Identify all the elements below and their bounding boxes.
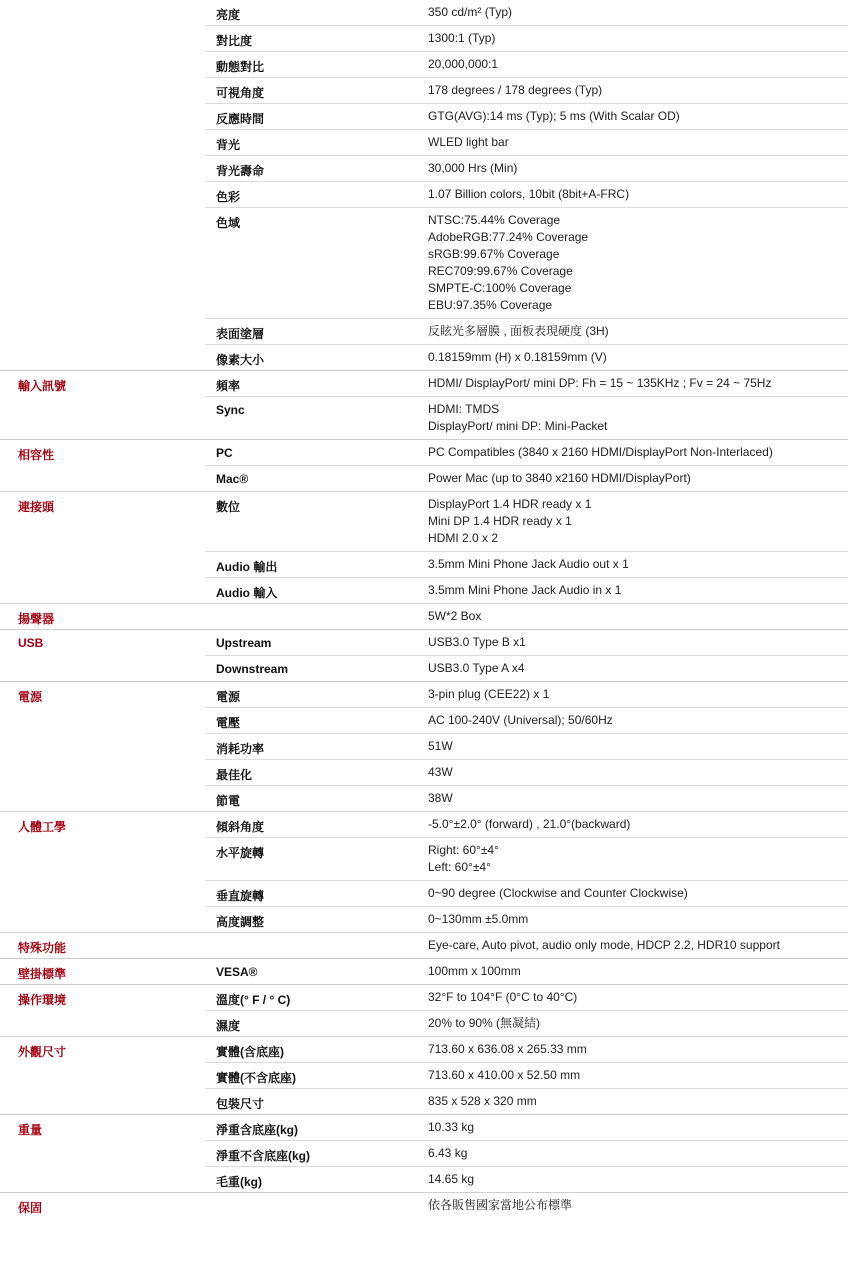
spec-label: Sync	[216, 403, 245, 417]
spec-value: 178 degrees / 178 degrees (Typ)	[428, 83, 603, 97]
spec-row	[205, 0, 848, 25]
spec-value: Right: 60°±4°	[428, 843, 499, 857]
spec-values	[428, 762, 848, 783]
category-label: 特殊功能	[18, 941, 67, 955]
spec-row	[205, 759, 848, 785]
spec-row	[205, 985, 848, 1010]
spec-row	[205, 440, 848, 465]
spec-values	[428, 158, 848, 179]
spec-value: -5.0°±2.0° (forward) , 21.0°(backward)	[428, 817, 631, 831]
spec-value: EBU:97.35% Coverage	[428, 298, 553, 312]
spec-row	[205, 906, 848, 932]
spec-values	[428, 347, 848, 368]
spec-label: 高度調整	[216, 915, 265, 929]
spec-row	[205, 1166, 848, 1192]
spec-value: 100mm x 100mm	[428, 964, 521, 978]
spec-group	[0, 811, 848, 932]
spec-value: 835 x 528 x 320 mm	[428, 1094, 537, 1108]
spec-values	[428, 184, 848, 205]
spec-values	[428, 684, 848, 705]
spec-group	[0, 958, 848, 984]
spec-row	[205, 785, 848, 811]
spec-label: 動態對比	[216, 60, 265, 74]
spec-value: Power Mac (up to 3840 x2160 HDMI/DisplayPort)	[428, 471, 691, 485]
spec-value: 20% to 90% (無凝結)	[428, 1016, 541, 1030]
spec-row	[205, 1088, 848, 1114]
spec-values	[428, 399, 848, 437]
spec-label: 數位	[216, 500, 241, 514]
spec-value: 38W	[428, 791, 453, 805]
spec-values	[428, 442, 848, 463]
spec-row	[205, 707, 848, 733]
category-label: 輸入訊號	[18, 379, 67, 393]
spec-label: Downstream	[216, 662, 289, 676]
spec-group	[0, 603, 848, 629]
spec-value: USB3.0 Type B x1	[428, 635, 526, 649]
spec-row	[205, 103, 848, 129]
spec-value: 6.43 kg	[428, 1146, 468, 1160]
spec-values	[428, 1065, 848, 1086]
spec-value: 713.60 x 636.08 x 265.33 mm	[428, 1042, 587, 1056]
spec-label: Mac®	[216, 472, 249, 486]
spec-value: HDMI 2.0 x 2	[428, 531, 499, 545]
spec-values	[428, 909, 848, 930]
spec-label: 傾斜角度	[216, 820, 265, 834]
spec-label: 溫度(° F / ° C)	[216, 993, 291, 1007]
spec-label: 最佳化	[216, 768, 253, 782]
spec-values	[428, 961, 848, 982]
spec-row	[205, 207, 848, 318]
spec-values	[428, 106, 848, 127]
spec-value: DisplayPort 1.4 HDR ready x 1	[428, 497, 592, 511]
spec-row	[205, 51, 848, 77]
spec-values	[428, 606, 848, 627]
spec-label: 毛重(kg)	[216, 1175, 262, 1189]
spec-values	[428, 321, 848, 342]
spec-values	[428, 373, 848, 394]
spec-value: 20,000,000:1	[428, 57, 499, 71]
spec-values	[428, 736, 848, 757]
category-label: 壁掛標準	[18, 967, 67, 981]
spec-values	[428, 632, 848, 653]
spec-values	[428, 580, 848, 601]
spec-row	[205, 1010, 848, 1036]
spec-row	[205, 604, 848, 629]
spec-value: SMPTE-C:100% Coverage	[428, 281, 572, 295]
spec-value: 3.5mm Mini Phone Jack Audio out x 1	[428, 557, 629, 571]
spec-label: 電源	[216, 690, 241, 704]
spec-group	[0, 491, 848, 603]
spec-group	[0, 0, 848, 370]
spec-label: VESA®	[216, 965, 258, 979]
spec-values	[428, 80, 848, 101]
spec-row	[205, 812, 848, 837]
spec-value: 依各販售國家當地公布標準	[428, 1198, 573, 1212]
spec-value: 3.5mm Mini Phone Jack Audio in x 1	[428, 583, 622, 597]
spec-values	[428, 710, 848, 731]
spec-group	[0, 1036, 848, 1114]
spec-value: sRGB:99.67% Coverage	[428, 247, 560, 261]
spec-label: 色彩	[216, 190, 241, 204]
spec-value: 3-pin plug (CEE22) x 1	[428, 687, 550, 701]
spec-label: 背光	[216, 138, 241, 152]
spec-values	[428, 28, 848, 49]
spec-value: 14.65 kg	[428, 1172, 475, 1186]
spec-values	[428, 883, 848, 904]
spec-label: 亮度	[216, 8, 241, 22]
spec-row	[205, 396, 848, 439]
spec-label: 表面塗層	[216, 327, 265, 341]
spec-row	[205, 682, 848, 707]
category-label: 操作環境	[18, 993, 67, 1007]
category-label: 揚聲器	[18, 612, 55, 626]
spec-values	[428, 987, 848, 1008]
spec-value: 反眩光多層膜 , 面板表現硬度 (3H)	[428, 324, 609, 338]
spec-value: DisplayPort/ mini DP: Mini-Packet	[428, 419, 608, 433]
spec-values	[428, 1143, 848, 1164]
spec-value: 43W	[428, 765, 453, 779]
spec-row	[205, 155, 848, 181]
spec-label: 對比度	[216, 34, 253, 48]
spec-label: 反應時間	[216, 112, 265, 126]
spec-row	[205, 577, 848, 603]
spec-label: 實體(含底座)	[216, 1045, 284, 1059]
category-label: 電源	[18, 690, 43, 704]
spec-values	[428, 1195, 848, 1216]
spec-values	[428, 788, 848, 809]
spec-label: 背光壽命	[216, 164, 265, 178]
spec-values	[428, 2, 848, 23]
spec-values	[428, 468, 848, 489]
spec-values	[428, 1169, 848, 1190]
spec-values	[428, 494, 848, 549]
spec-group	[0, 1114, 848, 1192]
spec-value: HDMI/ DisplayPort/ mini DP: Fh = 15 ~ 135KHz ; Fv = 24 ~ 75Hz	[428, 376, 772, 390]
spec-value: NTSC:75.44% Coverage	[428, 213, 561, 227]
spec-label: Audio 輸入	[216, 586, 278, 600]
spec-row	[205, 129, 848, 155]
spec-label: PC	[216, 446, 233, 460]
spec-row	[205, 371, 848, 396]
spec-value: 30,000 Hrs (Min)	[428, 161, 518, 175]
spec-label: 濕度	[216, 1019, 241, 1033]
spec-value: 713.60 x 410.00 x 52.50 mm	[428, 1068, 581, 1082]
spec-label: 實體(不含底座)	[216, 1071, 296, 1085]
spec-value: WLED light bar	[428, 135, 509, 149]
spec-group	[0, 439, 848, 491]
spec-label: 頻率	[216, 379, 241, 393]
spec-row	[205, 1115, 848, 1140]
spec-row	[205, 465, 848, 491]
spec-values	[428, 54, 848, 75]
spec-row	[205, 181, 848, 207]
spec-label: 像素大小	[216, 353, 265, 367]
spec-label: 可視角度	[216, 86, 265, 100]
spec-label: 垂直旋轉	[216, 889, 265, 903]
spec-value: AC 100-240V (Universal); 50/60Hz	[428, 713, 613, 727]
spec-values	[428, 1013, 848, 1034]
spec-value: 0~130mm ±5.0mm	[428, 912, 529, 926]
spec-row	[205, 959, 848, 984]
spec-value: 350 cd/m² (Typ)	[428, 5, 513, 19]
spec-values	[428, 210, 848, 316]
spec-value: GTG(AVG):14 ms (Typ); 5 ms (With Scalar OD)	[428, 109, 680, 123]
spec-row	[205, 1193, 848, 1218]
spec-value: REC709:99.67% Coverage	[428, 264, 573, 278]
spec-values	[428, 658, 848, 679]
spec-row	[205, 77, 848, 103]
spec-label: Upstream	[216, 636, 272, 650]
spec-group	[0, 984, 848, 1036]
category-label: 重量	[18, 1123, 43, 1137]
spec-values	[428, 1039, 848, 1060]
spec-value: 1.07 Billion colors, 10bit (8bit+A-FRC)	[428, 187, 630, 201]
spec-values	[428, 1091, 848, 1112]
spec-row	[205, 318, 848, 344]
spec-group	[0, 1192, 848, 1218]
category-label: 人體工學	[18, 820, 67, 834]
category-label: 連接頭	[18, 500, 55, 514]
spec-value: 5W*2 Box	[428, 609, 482, 623]
spec-label: 電壓	[216, 716, 241, 730]
spec-value: 0~90 degree (Clockwise and Counter Clockwise)	[428, 886, 688, 900]
spec-row	[205, 837, 848, 880]
spec-values	[428, 554, 848, 575]
spec-value: Mini DP 1.4 HDR ready x 1	[428, 514, 572, 528]
spec-row	[205, 933, 848, 958]
spec-label: 節電	[216, 794, 241, 808]
spec-row	[205, 344, 848, 370]
spec-group	[0, 681, 848, 811]
spec-value: AdobeRGB:77.24% Coverage	[428, 230, 589, 244]
spec-row	[205, 551, 848, 577]
spec-row	[205, 1037, 848, 1062]
spec-values	[428, 840, 848, 878]
spec-value: 1300:1 (Typ)	[428, 31, 496, 45]
spec-label: 包裝尺寸	[216, 1097, 265, 1111]
spec-label: 淨重不含底座(kg)	[216, 1149, 310, 1163]
spec-group	[0, 370, 848, 439]
spec-row	[205, 880, 848, 906]
spec-row	[205, 1062, 848, 1088]
category-label: 相容性	[18, 448, 55, 462]
spec-value: 0.18159mm (H) x 0.18159mm (V)	[428, 350, 607, 364]
spec-group	[0, 629, 848, 681]
spec-value: Left: 60°±4°	[428, 860, 491, 874]
spec-row	[205, 25, 848, 51]
spec-values	[428, 814, 848, 835]
spec-row	[205, 492, 848, 551]
spec-row	[205, 655, 848, 681]
spec-value: USB3.0 Type A x4	[428, 661, 525, 675]
spec-group	[0, 932, 848, 958]
category-label: 外觀尺寸	[18, 1045, 67, 1059]
spec-label: 水平旋轉	[216, 846, 265, 860]
spec-value: 51W	[428, 739, 453, 753]
spec-value: PC Compatibles (3840 x 2160 HDMI/DisplayPort Non-Interlaced)	[428, 445, 773, 459]
category-label: 保固	[18, 1201, 43, 1215]
spec-values	[428, 132, 848, 153]
spec-value: 10.33 kg	[428, 1120, 475, 1134]
spec-label: 色域	[216, 216, 241, 230]
spec-row	[205, 733, 848, 759]
spec-value: Eye-care, Auto pivot, audio only mode, HDCP 2.2, HDR10 support	[428, 938, 780, 952]
spec-value: 32°F to 104°F (0°C to 40°C)	[428, 990, 578, 1004]
category-label: USB	[18, 636, 44, 650]
spec-values	[428, 1117, 848, 1138]
spec-values	[428, 935, 848, 956]
spec-row	[205, 1140, 848, 1166]
spec-label: 消耗功率	[216, 742, 265, 756]
spec-value: HDMI: TMDS	[428, 402, 500, 416]
spec-row	[205, 630, 848, 655]
spec-label: 淨重含底座(kg)	[216, 1123, 298, 1137]
spec-label: Audio 輸出	[216, 560, 278, 574]
